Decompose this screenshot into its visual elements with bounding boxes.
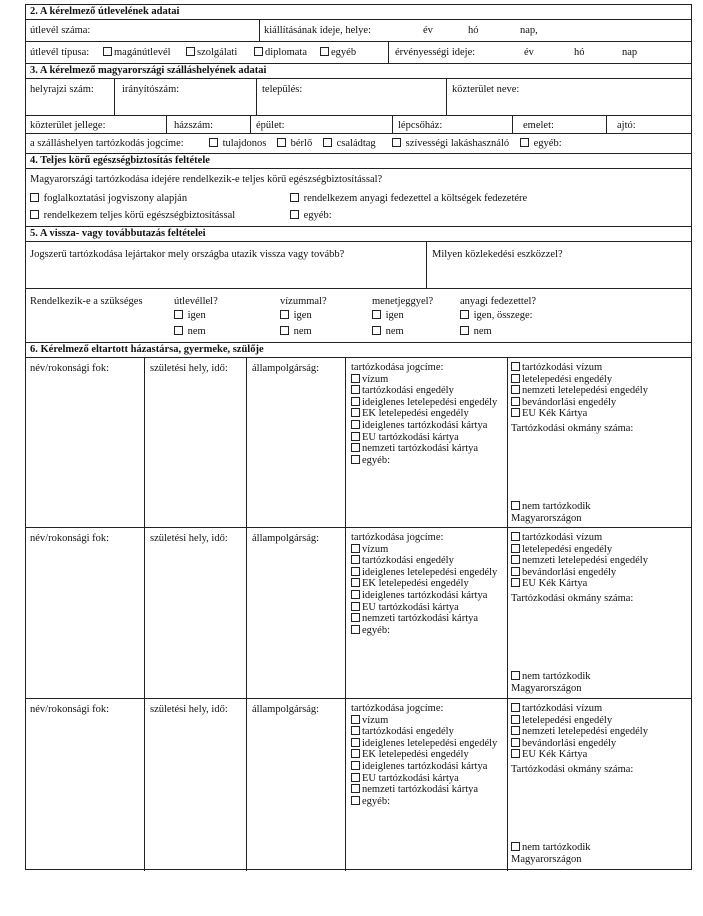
option-national-residence-card[interactable]: nemzeti tartózkodási kártya xyxy=(351,784,503,796)
checkbox[interactable] xyxy=(351,761,360,770)
checkbox[interactable] xyxy=(351,602,360,611)
checkbox[interactable] xyxy=(351,432,360,441)
stay-title-tenant[interactable]: bérlő xyxy=(277,138,312,150)
checkbox[interactable] xyxy=(290,210,299,219)
has-required-label: Rendelkezik-e a szükséges xyxy=(30,296,143,307)
public-area-type-label: közterület jellege: xyxy=(30,120,106,131)
issue-day-label: nap, xyxy=(520,25,538,36)
citizenship-label: állampolgárság: xyxy=(252,363,320,374)
stay-title-other[interactable]: egyéb: xyxy=(520,138,562,150)
checkbox[interactable] xyxy=(351,715,360,724)
section-6-title: 6. Kérelmező eltartott házastársa, gyermeke, szülője xyxy=(30,344,264,355)
checkbox[interactable] xyxy=(320,47,329,56)
checkbox[interactable] xyxy=(280,310,289,319)
issue-year-label: év xyxy=(423,25,433,36)
validity-year-label: év xyxy=(524,47,534,58)
checkbox[interactable] xyxy=(511,385,520,394)
checkbox[interactable] xyxy=(351,420,360,429)
checkbox[interactable] xyxy=(351,397,360,406)
option-visa[interactable]: vízum xyxy=(351,544,503,556)
residence-title-heading: tartózkodása jogcíme: xyxy=(351,362,444,373)
checkbox[interactable] xyxy=(280,326,289,335)
residence-title-list xyxy=(351,532,503,636)
stay-title-label: a szálláshelyen tartózkodás jogcíme: xyxy=(30,138,184,149)
checkbox[interactable] xyxy=(351,613,360,622)
option-temp-residence-card[interactable]: ideiglenes tartózkodási kártya xyxy=(351,590,503,602)
passport-number-label: útlevél száma: xyxy=(30,25,91,36)
insurance-block xyxy=(26,169,691,227)
option-settlement-permit[interactable]: letelepedési engedély xyxy=(511,374,671,386)
no-residence-option[interactable]: nem tartózkodik Magyarországon xyxy=(511,842,591,865)
vehicle-question: Milyen közlekedési eszközzel? xyxy=(432,249,563,260)
option-immigration-permit[interactable]: bevándorlási engedély xyxy=(511,567,671,579)
checkbox[interactable] xyxy=(186,47,195,56)
checkbox[interactable] xyxy=(511,715,520,724)
checkbox[interactable] xyxy=(511,567,520,576)
option-residence-permit[interactable]: tartózkodási engedély xyxy=(351,385,503,397)
public-area-name-label: közterület neve: xyxy=(452,84,520,95)
option-national-settlement[interactable]: nemzeti letelepedési engedély xyxy=(511,385,671,397)
checkbox[interactable] xyxy=(174,326,183,335)
name-relation-label: név/rokonsági fok: xyxy=(30,704,110,715)
option-residence-permit[interactable]: tartózkodási engedély xyxy=(351,555,503,567)
option-national-settlement[interactable]: nemzeti letelepedési engedély xyxy=(511,555,671,567)
checkbox[interactable] xyxy=(511,374,520,383)
stay-title-courtesy[interactable]: szívességi lakáshasználó xyxy=(392,138,509,150)
checkbox[interactable] xyxy=(323,138,332,147)
document-number-label: Tartózkodási okmány száma: xyxy=(511,422,634,434)
insurance-employment[interactable]: foglalkoztatási jogviszony alapján xyxy=(30,193,187,205)
ticket-check-label: menetjeggyel? xyxy=(372,296,434,307)
checkbox[interactable] xyxy=(511,842,520,851)
building-label: épület: xyxy=(256,120,285,131)
checkbox[interactable] xyxy=(277,138,286,147)
visa-yes[interactable]: igen xyxy=(280,310,312,322)
stay-title-row xyxy=(26,134,691,154)
residence-title-heading: tartózkodása jogcíme: xyxy=(351,532,444,543)
checkbox[interactable] xyxy=(351,385,360,394)
option-eu-residence-card[interactable]: EU tartózkodási kártya xyxy=(351,773,503,785)
residence-title-list xyxy=(351,703,503,807)
return-country-question: Jogszerű tartózkodása lejártakor mely országba utazik vissza vagy tovább? xyxy=(30,249,345,260)
no-residence-option[interactable]: nem tartózkodik Magyarországon xyxy=(511,671,591,694)
option-residence-visa[interactable]: tartózkodási vízum xyxy=(511,532,671,544)
option-visa[interactable]: vízum xyxy=(351,374,503,386)
section-6-header xyxy=(26,343,691,358)
door-label: ajtó: xyxy=(617,120,636,131)
option-national-residence-card[interactable]: nemzeti tartózkodási kártya xyxy=(351,443,503,455)
option-eu-blue-card[interactable]: EU Kék Kártya xyxy=(511,408,671,420)
issue-date-place-label: kiállításának ideje, helye: xyxy=(264,25,371,36)
option-immigration-permit[interactable]: bevándorlási engedély xyxy=(511,397,671,409)
checkbox[interactable] xyxy=(351,796,360,805)
permit-type-list xyxy=(511,532,671,605)
checkbox[interactable] xyxy=(351,749,360,758)
passport-no[interactable]: nem xyxy=(174,326,206,338)
checkbox[interactable] xyxy=(103,47,112,56)
passport-type-label: útlevél típusa: xyxy=(30,47,90,58)
option-temp-settlement[interactable]: ideiglenes letelepedési engedély xyxy=(351,738,503,750)
citizenship-label: állampolgárság: xyxy=(252,704,320,715)
checkbox[interactable] xyxy=(351,374,360,383)
insurance-question: Magyarországi tartózkodása idejére rendelkezik-e teljes körű egészségbiztosítással? xyxy=(30,174,383,185)
birth-place-date-label: születési hely, idő: xyxy=(150,533,228,544)
option-residence-permit[interactable]: tartózkodási engedély xyxy=(351,726,503,738)
dependent-row xyxy=(26,699,691,871)
option-other[interactable]: egyéb: xyxy=(351,796,503,808)
checkbox[interactable] xyxy=(511,703,520,712)
validity-day-label: nap xyxy=(622,47,638,58)
name-relation-label: név/rokonsági fok: xyxy=(30,363,110,374)
option-eu-residence-card[interactable]: EU tartózkodási kártya xyxy=(351,432,503,444)
option-immigration-permit[interactable]: bevándorlási engedély xyxy=(511,738,671,750)
checkbox[interactable] xyxy=(351,590,360,599)
checkbox[interactable] xyxy=(351,578,360,587)
checkbox[interactable] xyxy=(30,210,39,219)
checkbox[interactable] xyxy=(460,326,469,335)
visa-no[interactable]: nem xyxy=(280,326,312,338)
citizenship-label: állampolgárság: xyxy=(252,533,320,544)
checkbox[interactable] xyxy=(511,671,520,680)
passport-type-private[interactable]: magánútlevél xyxy=(103,47,171,59)
checkbox[interactable] xyxy=(351,544,360,553)
option-residence-visa[interactable]: tartózkodási vízum xyxy=(511,362,671,374)
funds-yes[interactable]: igen, összege: xyxy=(460,310,533,322)
checkbox[interactable] xyxy=(209,138,218,147)
document-number-label: Tartózkodási okmány száma: xyxy=(511,592,634,604)
checkbox[interactable] xyxy=(174,310,183,319)
insurance-other[interactable]: egyéb: xyxy=(290,210,332,222)
checkbox[interactable] xyxy=(511,738,520,747)
checkbox[interactable] xyxy=(511,555,520,564)
insurance-funds[interactable]: rendelkezem anyagi fedezettel a költségek fedezetére xyxy=(290,193,527,205)
requirements-row xyxy=(26,289,691,343)
stay-title-family[interactable]: családtag xyxy=(323,138,376,150)
address-row-2 xyxy=(26,116,691,134)
option-ek-settlement[interactable]: EK letelepedési engedély xyxy=(351,578,503,590)
passport-type-other[interactable]: egyéb xyxy=(320,47,356,59)
checkbox[interactable] xyxy=(351,567,360,576)
residence-title-list xyxy=(351,362,503,466)
insurance-full[interactable]: rendelkezem teljes körű egészségbiztosítással xyxy=(30,210,235,222)
section-5-title: 5. A vissza- vagy továbbutazás feltételei xyxy=(30,228,206,239)
staircase-label: lépcsőház: xyxy=(398,120,443,131)
checkbox[interactable] xyxy=(351,625,360,634)
option-eu-blue-card[interactable]: EU Kék Kártya xyxy=(511,578,671,590)
ticket-yes[interactable]: igen xyxy=(372,310,404,322)
passport-check-label: útlevéllel? xyxy=(174,296,218,307)
issue-month-label: hó xyxy=(468,25,479,36)
application-form xyxy=(25,4,692,870)
validity-label: érvényességi ideje: xyxy=(395,47,476,58)
section-3-title: 3. A kérelmező magyarországi szálláshelyének adatai xyxy=(30,65,267,76)
checkbox[interactable] xyxy=(511,397,520,406)
birth-place-date-label: születési hely, idő: xyxy=(150,704,228,715)
option-national-residence-card[interactable]: nemzeti tartózkodási kártya xyxy=(351,613,503,625)
option-eu-residence-card[interactable]: EU tartózkodási kártya xyxy=(351,602,503,614)
passport-row-2 xyxy=(26,42,691,64)
checkbox[interactable] xyxy=(372,310,381,319)
option-ek-settlement[interactable]: EK letelepedési engedély xyxy=(351,749,503,761)
postal-code-label: irányítószám: xyxy=(122,84,180,95)
section-2-title: 2. A kérelmező útlevelének adatai xyxy=(30,6,180,17)
passport-row-1 xyxy=(26,20,691,42)
checkbox[interactable] xyxy=(511,726,520,735)
birth-place-date-label: születési hely, idő: xyxy=(150,363,228,374)
no-residence-option[interactable]: nem tartózkodik Magyarországon xyxy=(511,501,591,524)
travel-row xyxy=(26,242,691,289)
checkbox[interactable] xyxy=(511,578,520,587)
section-3-header xyxy=(26,64,691,79)
checkbox[interactable] xyxy=(351,784,360,793)
section-5-header xyxy=(26,227,691,242)
residence-title-heading: tartózkodása jogcíme: xyxy=(351,703,444,714)
checkbox[interactable] xyxy=(511,544,520,553)
house-number-label: házszám: xyxy=(174,120,214,131)
option-national-settlement[interactable]: nemzeti letelepedési engedély xyxy=(511,726,671,738)
visa-check-label: vízummal? xyxy=(280,296,327,307)
ticket-no[interactable]: nem xyxy=(372,326,404,338)
lot-number-label: helyrajzi szám: xyxy=(30,84,94,95)
checkbox[interactable] xyxy=(511,749,520,758)
option-ek-settlement[interactable]: EK letelepedési engedély xyxy=(351,408,503,420)
option-other[interactable]: egyéb: xyxy=(351,625,503,637)
passport-type-service[interactable]: szolgálati xyxy=(186,47,237,59)
passport-type-diplomatic[interactable]: diplomata xyxy=(254,47,307,59)
checkbox[interactable] xyxy=(511,532,520,541)
checkbox[interactable] xyxy=(520,138,529,147)
option-temp-residence-card[interactable]: ideiglenes tartózkodási kártya xyxy=(351,761,503,773)
checkbox[interactable] xyxy=(511,501,520,510)
checkbox[interactable] xyxy=(30,193,39,202)
checkbox[interactable] xyxy=(351,443,360,452)
option-temp-residence-card[interactable]: ideiglenes tartózkodási kártya xyxy=(351,420,503,432)
validity-month-label: hó xyxy=(574,47,585,58)
option-visa[interactable]: vízum xyxy=(351,715,503,727)
stay-title-owner[interactable]: tulajdonos xyxy=(209,138,266,150)
section-4-header xyxy=(26,154,691,169)
checkbox[interactable] xyxy=(460,310,469,319)
checkbox[interactable] xyxy=(351,726,360,735)
funds-no[interactable]: nem xyxy=(460,326,492,338)
dependent-row xyxy=(26,358,691,528)
address-row-1 xyxy=(26,79,691,116)
checkbox[interactable] xyxy=(511,408,520,417)
settlement-label: település: xyxy=(262,84,303,95)
option-residence-visa[interactable]: tartózkodási vízum xyxy=(511,703,671,715)
funds-check-label: anyagi fedezettel? xyxy=(460,296,537,307)
checkbox[interactable] xyxy=(392,138,401,147)
checkbox[interactable] xyxy=(351,738,360,747)
option-eu-blue-card[interactable]: EU Kék Kártya xyxy=(511,749,671,761)
checkbox[interactable] xyxy=(351,773,360,782)
dependent-row xyxy=(26,528,691,699)
checkbox[interactable] xyxy=(351,555,360,564)
option-settlement-permit[interactable]: letelepedési engedély xyxy=(511,544,671,556)
name-relation-label: név/rokonsági fok: xyxy=(30,533,110,544)
permit-type-list xyxy=(511,362,671,435)
checkbox[interactable] xyxy=(372,326,381,335)
checkbox[interactable] xyxy=(511,362,520,371)
checkbox[interactable] xyxy=(290,193,299,202)
option-other[interactable]: egyéb: xyxy=(351,455,503,467)
option-settlement-permit[interactable]: letelepedési engedély xyxy=(511,715,671,727)
checkbox[interactable] xyxy=(351,408,360,417)
passport-yes[interactable]: igen xyxy=(174,310,206,322)
checkbox[interactable] xyxy=(351,455,360,464)
section-4-title: 4. Teljes körű egészségbiztosítás feltétele xyxy=(30,155,210,166)
section-2-header xyxy=(26,5,691,20)
checkbox[interactable] xyxy=(254,47,263,56)
permit-type-list xyxy=(511,703,671,776)
floor-label: emelet: xyxy=(523,120,554,131)
option-temp-settlement[interactable]: ideiglenes letelepedési engedély xyxy=(351,397,503,409)
document-number-label: Tartózkodási okmány száma: xyxy=(511,763,634,775)
option-temp-settlement[interactable]: ideiglenes letelepedési engedély xyxy=(351,567,503,579)
